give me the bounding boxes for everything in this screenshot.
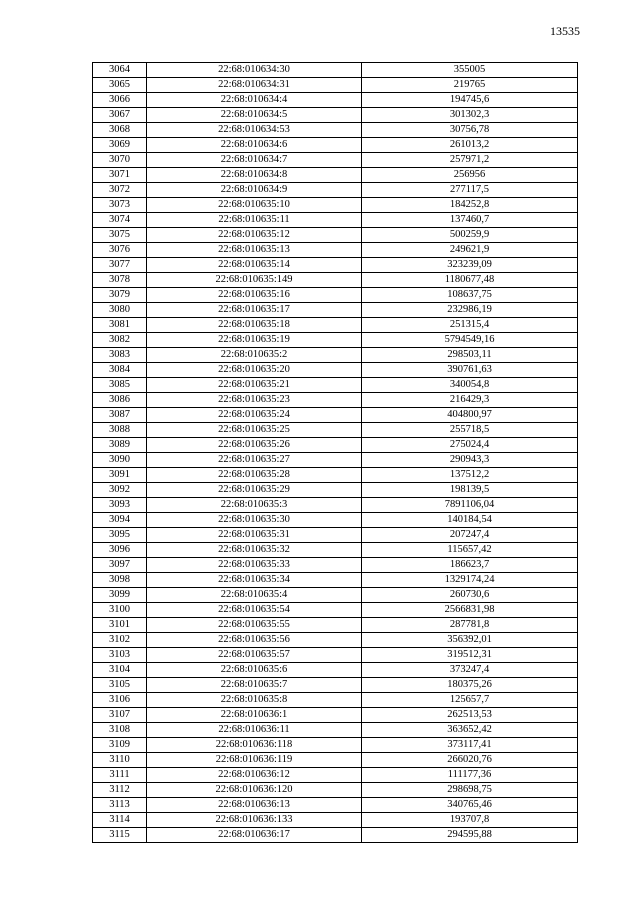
cadastral-value-cell: 30756,78	[362, 123, 578, 138]
cadastral-value-cell: 137460,7	[362, 213, 578, 228]
row-number-cell: 3102	[93, 633, 147, 648]
row-number-cell: 3085	[93, 378, 147, 393]
row-number-cell: 3098	[93, 573, 147, 588]
cadastral-value-cell: 115657,42	[362, 543, 578, 558]
table-row	[93, 423, 578, 438]
cadastral-number-cell: 22:68:010636:13	[147, 798, 362, 813]
cadastral-value-cell: 251315,4	[362, 318, 578, 333]
cadastral-value-cell: 1180677,48	[362, 273, 578, 288]
row-number-cell: 3087	[93, 408, 147, 423]
table-body	[93, 63, 578, 843]
cadastral-value-cell: 373247,4	[362, 663, 578, 678]
row-number-cell: 3078	[93, 273, 147, 288]
cadastral-value-cell: 1329174,24	[362, 573, 578, 588]
table-row	[93, 603, 578, 618]
cadastral-number-cell: 22:68:010636:133	[147, 813, 362, 828]
table-row	[93, 123, 578, 138]
table-row	[93, 78, 578, 93]
row-number-cell: 3083	[93, 348, 147, 363]
row-number-cell: 3113	[93, 798, 147, 813]
cadastral-number-cell: 22:68:010634:6	[147, 138, 362, 153]
cadastral-value-cell: 2566831,98	[362, 603, 578, 618]
row-number-cell: 3086	[93, 393, 147, 408]
cadastral-value-cell: 294595,88	[362, 828, 578, 843]
cadastral-value-cell: 390761,63	[362, 363, 578, 378]
cadastral-number-cell: 22:68:010636:120	[147, 783, 362, 798]
cadastral-number-cell: 22:68:010635:17	[147, 303, 362, 318]
row-number-cell: 3084	[93, 363, 147, 378]
table-row	[93, 93, 578, 108]
table-row	[93, 663, 578, 678]
row-number-cell: 3090	[93, 453, 147, 468]
table-row	[93, 453, 578, 468]
cadastral-value-cell: 219765	[362, 78, 578, 93]
table-row	[93, 318, 578, 333]
cadastral-number-cell: 22:68:010636:1	[147, 708, 362, 723]
row-number-cell: 3094	[93, 513, 147, 528]
cadastral-value-cell: 298698,75	[362, 783, 578, 798]
table-row	[93, 213, 578, 228]
table-row	[93, 303, 578, 318]
table-row	[93, 558, 578, 573]
cadastral-value-cell: 198139,5	[362, 483, 578, 498]
row-number-cell: 3095	[93, 528, 147, 543]
table-row	[93, 798, 578, 813]
cadastral-value-cell: 255718,5	[362, 423, 578, 438]
cadastral-number-cell: 22:68:010635:19	[147, 333, 362, 348]
row-number-cell: 3106	[93, 693, 147, 708]
cadastral-value-cell: 140184,54	[362, 513, 578, 528]
table-row	[93, 138, 578, 153]
cadastral-number-cell: 22:68:010635:14	[147, 258, 362, 273]
row-number-cell: 3097	[93, 558, 147, 573]
table-row	[93, 828, 578, 843]
cadastral-number-cell: 22:68:010636:118	[147, 738, 362, 753]
page-number: 13535	[550, 24, 580, 38]
cadastral-number-cell: 22:68:010635:8	[147, 693, 362, 708]
row-number-cell: 3082	[93, 333, 147, 348]
cadastral-value-cell: 356392,01	[362, 633, 578, 648]
table-row	[93, 63, 578, 78]
cadastral-value-cell: 257971,2	[362, 153, 578, 168]
table-row	[93, 468, 578, 483]
table-row	[93, 693, 578, 708]
cadastral-value-cell: 256956	[362, 168, 578, 183]
cadastral-number-cell: 22:68:010635:55	[147, 618, 362, 633]
cadastral-number-cell: 22:68:010635:54	[147, 603, 362, 618]
row-number-cell: 3076	[93, 243, 147, 258]
cadastral-number-cell: 22:68:010635:27	[147, 453, 362, 468]
cadastral-number-cell: 22:68:010635:10	[147, 198, 362, 213]
cadastral-value-cell: 184252,8	[362, 198, 578, 213]
cadastral-number-cell: 22:68:010635:3	[147, 498, 362, 513]
cadastral-number-cell: 22:68:010635:25	[147, 423, 362, 438]
cadastral-value-cell: 232986,19	[362, 303, 578, 318]
cadastral-value-cell: 319512,31	[362, 648, 578, 663]
cadastral-value-cell: 340765,46	[362, 798, 578, 813]
cadastral-value-cell: 301302,3	[362, 108, 578, 123]
row-number-cell: 3080	[93, 303, 147, 318]
cadastral-number-cell: 22:68:010635:28	[147, 468, 362, 483]
table-row	[93, 348, 578, 363]
table-row	[93, 678, 578, 693]
cadastral-number-cell: 22:68:010636:17	[147, 828, 362, 843]
table-row	[93, 108, 578, 123]
cadastral-number-cell: 22:68:010635:7	[147, 678, 362, 693]
cadastral-value-cell: 290943,3	[362, 453, 578, 468]
cadastral-number-cell: 22:68:010634:4	[147, 93, 362, 108]
table-row	[93, 498, 578, 513]
table-row	[93, 813, 578, 828]
row-number-cell: 3114	[93, 813, 147, 828]
cadastral-number-cell: 22:68:010635:24	[147, 408, 362, 423]
table-row	[93, 288, 578, 303]
cadastral-number-cell: 22:68:010635:31	[147, 528, 362, 543]
row-number-cell: 3096	[93, 543, 147, 558]
cadastral-value-cell: 266020,76	[362, 753, 578, 768]
cadastral-number-cell: 22:68:010635:6	[147, 663, 362, 678]
table-row	[93, 483, 578, 498]
cadastral-value-cell: 137512,2	[362, 468, 578, 483]
row-number-cell: 3100	[93, 603, 147, 618]
cadastral-value-cell: 186623,7	[362, 558, 578, 573]
row-number-cell: 3093	[93, 498, 147, 513]
cadastral-number-cell: 22:68:010635:33	[147, 558, 362, 573]
row-number-cell: 3104	[93, 663, 147, 678]
cadastral-value-cell: 340054,8	[362, 378, 578, 393]
table-row	[93, 738, 578, 753]
table-row	[93, 333, 578, 348]
cadastral-number-cell: 22:68:010634:30	[147, 63, 362, 78]
row-number-cell: 3075	[93, 228, 147, 243]
table-row	[93, 588, 578, 603]
cadastral-value-cell: 261013,2	[362, 138, 578, 153]
cadastral-number-cell: 22:68:010635:13	[147, 243, 362, 258]
table-row	[93, 198, 578, 213]
table-row	[93, 633, 578, 648]
row-number-cell: 3069	[93, 138, 147, 153]
row-number-cell: 3089	[93, 438, 147, 453]
row-number-cell: 3111	[93, 768, 147, 783]
table-row	[93, 438, 578, 453]
table-row	[93, 753, 578, 768]
table-row	[93, 168, 578, 183]
cadastral-value-cell: 111177,36	[362, 768, 578, 783]
cadastral-number-cell: 22:68:010635:26	[147, 438, 362, 453]
cadastral-number-cell: 22:68:010635:2	[147, 348, 362, 363]
cadastral-value-cell: 277117,5	[362, 183, 578, 198]
row-number-cell: 3109	[93, 738, 147, 753]
table-row	[93, 183, 578, 198]
cadastral-value-cell: 355005	[362, 63, 578, 78]
row-number-cell: 3064	[93, 63, 147, 78]
row-number-cell: 3077	[93, 258, 147, 273]
row-number-cell: 3067	[93, 108, 147, 123]
cadastral-number-cell: 22:68:010634:8	[147, 168, 362, 183]
cadastral-number-cell: 22:68:010636:11	[147, 723, 362, 738]
cadastral-number-cell: 22:68:010635:20	[147, 363, 362, 378]
cadastral-value-cell: 7891106,04	[362, 498, 578, 513]
cadastral-value-cell: 323239,09	[362, 258, 578, 273]
cadastral-value-cell: 125657,7	[362, 693, 578, 708]
row-number-cell: 3074	[93, 213, 147, 228]
table-row	[93, 258, 578, 273]
row-number-cell: 3068	[93, 123, 147, 138]
row-number-cell: 3091	[93, 468, 147, 483]
row-number-cell: 3088	[93, 423, 147, 438]
table-row	[93, 513, 578, 528]
row-number-cell: 3110	[93, 753, 147, 768]
cadastral-value-cell: 260730,6	[362, 588, 578, 603]
cadastral-number-cell: 22:68:010634:5	[147, 108, 362, 123]
cadastral-value-cell: 108637,75	[362, 288, 578, 303]
cadastral-number-cell: 22:68:010636:12	[147, 768, 362, 783]
cadastral-value-cell: 180375,26	[362, 678, 578, 693]
cadastral-value-cell: 363652,42	[362, 723, 578, 738]
row-number-cell: 3108	[93, 723, 147, 738]
cadastral-number-cell: 22:68:010635:149	[147, 273, 362, 288]
table-row	[93, 378, 578, 393]
table-row	[93, 573, 578, 588]
row-number-cell: 3107	[93, 708, 147, 723]
cadastral-value-cell: 194745,6	[362, 93, 578, 108]
cadastral-number-cell: 22:68:010635:16	[147, 288, 362, 303]
cadastral-value-cell: 216429,3	[362, 393, 578, 408]
table-row	[93, 783, 578, 798]
cadastral-number-cell: 22:68:010635:23	[147, 393, 362, 408]
table-row	[93, 618, 578, 633]
row-number-cell: 3079	[93, 288, 147, 303]
cadastral-number-cell: 22:68:010634:31	[147, 78, 362, 93]
cadastral-number-cell: 22:68:010636:119	[147, 753, 362, 768]
cadastral-value-cell: 287781,8	[362, 618, 578, 633]
cadastral-number-cell: 22:68:010635:32	[147, 543, 362, 558]
cadastral-value-cell: 249621,9	[362, 243, 578, 258]
row-number-cell: 3101	[93, 618, 147, 633]
table-row	[93, 408, 578, 423]
cadastral-number-cell: 22:68:010635:56	[147, 633, 362, 648]
row-number-cell: 3115	[93, 828, 147, 843]
row-number-cell: 3071	[93, 168, 147, 183]
row-number-cell: 3073	[93, 198, 147, 213]
cadastral-number-cell: 22:68:010635:34	[147, 573, 362, 588]
cadastral-value-table	[92, 62, 578, 843]
row-number-cell: 3081	[93, 318, 147, 333]
cadastral-number-cell: 22:68:010635:30	[147, 513, 362, 528]
table-row	[93, 543, 578, 558]
cadastral-value-cell: 193707,8	[362, 813, 578, 828]
table-row	[93, 768, 578, 783]
cadastral-value-cell: 500259,9	[362, 228, 578, 243]
row-number-cell: 3099	[93, 588, 147, 603]
cadastral-number-cell: 22:68:010634:53	[147, 123, 362, 138]
cadastral-value-cell: 262513,53	[362, 708, 578, 723]
table-row	[93, 648, 578, 663]
cadastral-number-cell: 22:68:010635:29	[147, 483, 362, 498]
row-number-cell: 3070	[93, 153, 147, 168]
row-number-cell: 3066	[93, 93, 147, 108]
cadastral-number-cell: 22:68:010635:12	[147, 228, 362, 243]
table-row	[93, 228, 578, 243]
cadastral-value-cell: 373117,41	[362, 738, 578, 753]
row-number-cell: 3065	[93, 78, 147, 93]
row-number-cell: 3092	[93, 483, 147, 498]
cadastral-number-cell: 22:68:010635:57	[147, 648, 362, 663]
row-number-cell: 3112	[93, 783, 147, 798]
cadastral-number-cell: 22:68:010635:4	[147, 588, 362, 603]
cadastral-value-cell: 5794549,16	[362, 333, 578, 348]
cadastral-number-cell: 22:68:010634:7	[147, 153, 362, 168]
table-row	[93, 708, 578, 723]
cadastral-number-cell: 22:68:010634:9	[147, 183, 362, 198]
cadastral-number-cell: 22:68:010635:11	[147, 213, 362, 228]
cadastral-value-cell: 298503,11	[362, 348, 578, 363]
cadastral-value-cell: 207247,4	[362, 528, 578, 543]
table-row	[93, 153, 578, 168]
row-number-cell: 3072	[93, 183, 147, 198]
cadastral-value-cell: 404800,97	[362, 408, 578, 423]
table-row	[93, 723, 578, 738]
table-row	[93, 363, 578, 378]
cadastral-value-cell: 275024,4	[362, 438, 578, 453]
table-row	[93, 393, 578, 408]
row-number-cell: 3105	[93, 678, 147, 693]
table-row	[93, 273, 578, 288]
table-row	[93, 243, 578, 258]
row-number-cell: 3103	[93, 648, 147, 663]
cadastral-number-cell: 22:68:010635:18	[147, 318, 362, 333]
table-row	[93, 528, 578, 543]
cadastral-number-cell: 22:68:010635:21	[147, 378, 362, 393]
